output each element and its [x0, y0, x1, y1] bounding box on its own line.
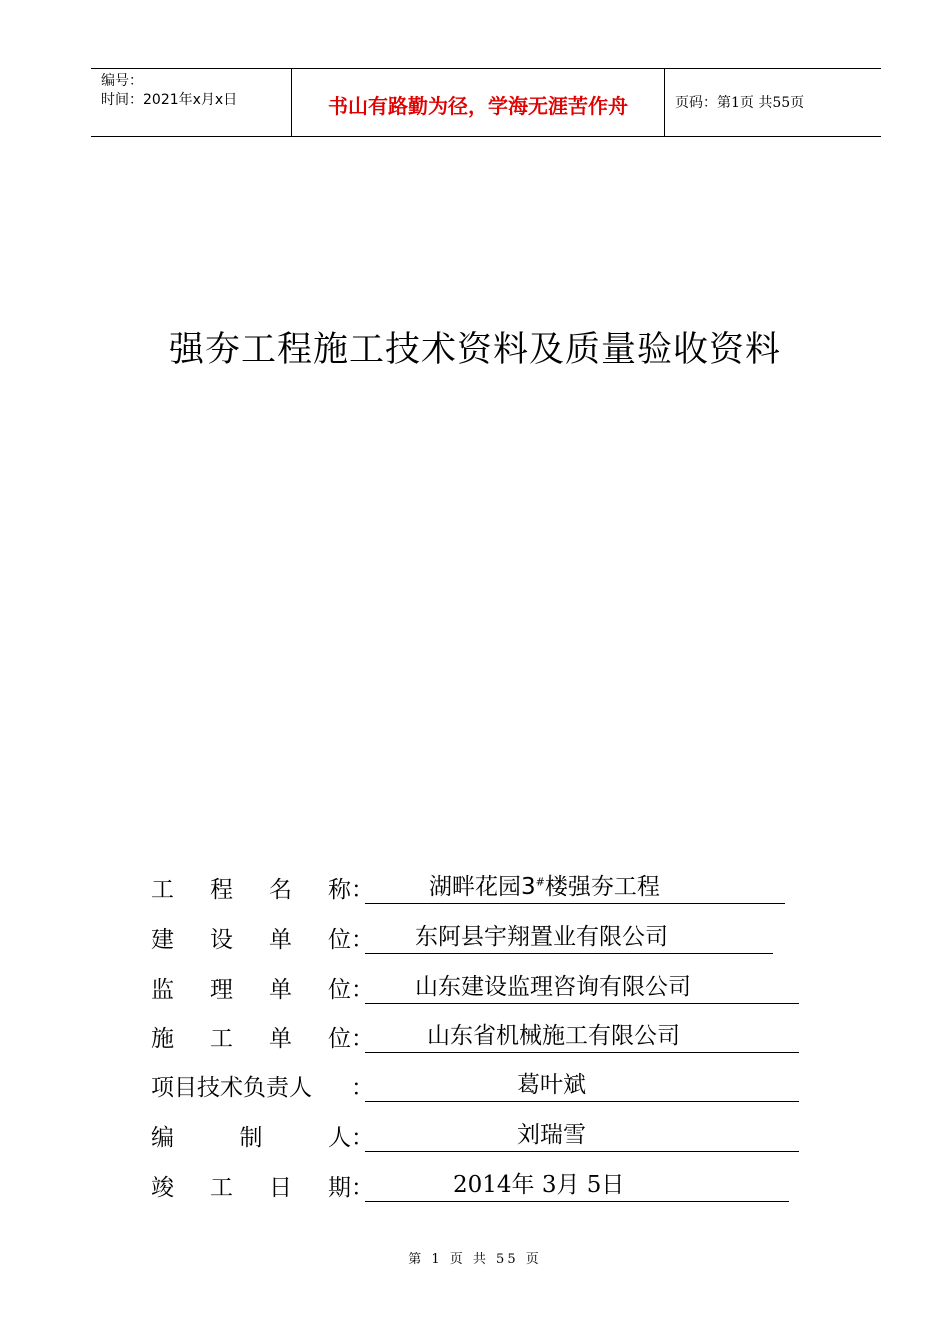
- label-char: 监: [151, 977, 174, 1003]
- info-row-completion-date: [151, 1168, 789, 1202]
- document-number-label: 编号：: [101, 73, 143, 89]
- label-colon: ：: [351, 1175, 374, 1201]
- builder-field: [365, 919, 773, 954]
- document-title: 强夯工程施工技术资料及质量验收资料: [168, 330, 781, 370]
- label-char: 工: [151, 877, 174, 903]
- label-colon: ：: [351, 1125, 374, 1151]
- project-name-main: 湖畔花园3: [429, 874, 536, 900]
- project-name-label: [151, 871, 351, 904]
- info-row-supervisor: [151, 970, 799, 1004]
- project-name-value: [429, 868, 660, 901]
- document-time-label: 时间：2021年x月x日: [101, 92, 238, 108]
- label-char: 设: [210, 927, 233, 953]
- label-char: 位: [328, 927, 351, 953]
- label-char: 工: [210, 1026, 233, 1052]
- completion-date-label: [151, 1169, 351, 1202]
- page-footer: 第 1 页 共 55 页: [408, 1252, 542, 1267]
- contractor-label: [151, 1020, 351, 1053]
- header-page-cell: [665, 69, 881, 136]
- compiler-field: [365, 1117, 799, 1152]
- completion-date-value: 2014年 3月 5日: [453, 1172, 625, 1198]
- compiler-value: 刘瑞雪: [517, 1122, 586, 1148]
- info-row-tech-lead: [151, 1068, 799, 1102]
- label-char: 称: [328, 877, 351, 903]
- label-char: 建: [151, 927, 174, 953]
- supervisor-field: [365, 969, 799, 1004]
- info-row-project-name: [151, 870, 785, 904]
- contractor-value: 山东省机械施工有限公司: [427, 1023, 680, 1049]
- label-char: 期: [328, 1175, 351, 1201]
- label-colon: ：: [351, 1075, 374, 1101]
- tech-lead-value: 葛叶斌: [517, 1072, 586, 1098]
- tech-lead-field: [365, 1067, 799, 1102]
- info-row-contractor: [151, 1019, 799, 1053]
- label-char: 制: [239, 1125, 263, 1151]
- info-row-builder: [151, 920, 773, 954]
- label-char: 施: [151, 1026, 174, 1052]
- tech-lead-label-text: 项目技术负责人: [151, 1075, 312, 1101]
- label-colon: ：: [351, 977, 374, 1003]
- label-char: 位: [328, 977, 351, 1003]
- label-char: 理: [210, 977, 233, 1003]
- label-char: 位: [328, 1026, 351, 1052]
- label-char: 竣: [151, 1175, 174, 1201]
- label-colon: ：: [351, 1026, 374, 1052]
- label-char: 单: [269, 977, 292, 1003]
- label-char: 程: [210, 877, 233, 903]
- project-name-field: [365, 869, 785, 904]
- label-colon: ：: [351, 927, 374, 953]
- page-header: [91, 68, 881, 137]
- builder-label: [151, 921, 351, 954]
- header-page-number: 页码：第1页 共55页: [675, 95, 805, 111]
- info-row-compiler: [151, 1118, 799, 1152]
- label-char: 编: [151, 1125, 174, 1151]
- contractor-field: [365, 1018, 799, 1053]
- supervisor-label: [151, 971, 351, 1004]
- header-motto-cell: [292, 69, 665, 136]
- compiler-label: [151, 1119, 351, 1152]
- supervisor-value: 山东建设监理咨询有限公司: [415, 974, 691, 1000]
- header-meta-cell: [91, 69, 292, 136]
- tech-lead-label: [151, 1069, 351, 1102]
- header-motto: 书山有路勤为径，学海无涯苦作舟: [328, 94, 628, 118]
- label-char: 单: [269, 927, 292, 953]
- label-char: 名: [269, 877, 292, 903]
- completion-date-field: [365, 1167, 789, 1202]
- label-char: 日: [269, 1175, 292, 1201]
- label-colon: ：: [351, 877, 374, 903]
- label-char: 单: [269, 1026, 292, 1052]
- builder-value: 东阿县宇翔置业有限公司: [415, 924, 668, 950]
- project-name-tail: 楼强夯工程: [544, 874, 660, 900]
- project-name-superscript: #: [535, 875, 545, 889]
- label-char: 人: [328, 1125, 351, 1151]
- label-char: 工: [210, 1175, 233, 1201]
